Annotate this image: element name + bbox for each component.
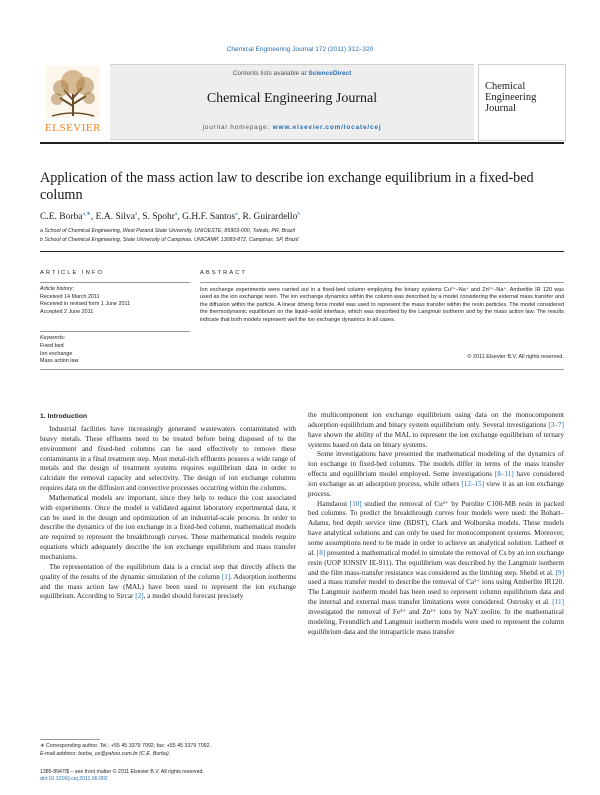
paragraph: Hamdaoui [10] studied the removal of Cu²⁺ by Purolite C100-MB resin in packed bed columns. To predict the breakthrough curves four models were used: the Bohart–Adams, bed depth service time (BDST), Clark and Wolborska models. These models have analytical solutions and can only be used for monocomponent systems. Moreover, some assumptions need to be made in order to achieve an analytical solution. Latheef et al. [8] presented a mathematical model to simulate the removal of Cs by an ion exchange resin (UOP IONSIV IE-911). The equilibrium was described by the Langmuir isotherm and the film mass-transfer resistance was considered as the limiting step. Shebil et al. [9] used a mass transfer model to describe the removal of Ca²⁺ ions using Amberlite IR120. The Langmuir isotherm model has been used to represent column equilibrium data and the internal and external mass transfer limitations were considered. Ostrosky et al. [11] investigated the removal of Fe³⁺ and Zn²⁺ ions by NaY zeolite. In the mathematical modeling, Freundlich and Langmuir isotherm models were used to represent the column equilibrium data and the intraparticle mass transfer: [308, 499, 564, 636]
divider: [200, 282, 564, 283]
paragraph: Industrial facilities have increasingly generated wastewaters contaminated with heavy metals. These effluents need to be treated before being disposed of to the environment and fixed-bed columns can be used effectively to remove these contaminants in a final treatment step. Most metal-rich effluents possess a wide range of metals and the design of treatment systems requires equilibrium data in order to calculate the removal capacity and selectivity. The design of ion exchange columns requires data on the diffusion and convective processes occurring within the columns.: [40, 425, 296, 493]
author-list: C.E. Borba$^{a,∗}$, E.A. Silva$^a$, S. Spohr$^a$, G.H.F. Santos$^a$, R. Guirardello$^b$: [40, 211, 301, 223]
divider: [40, 251, 564, 252]
journal-citation[interactable]: Chemical Engineering Journal 172 (2011) 312–320: [226, 46, 374, 53]
footnote-divider: [40, 739, 100, 740]
reference-link[interactable]: [12–15]: [461, 479, 485, 488]
reference-link[interactable]: [8]: [316, 548, 326, 557]
sciencedirect-link[interactable]: ScienceDirect: [308, 70, 352, 77]
divider: [40, 331, 190, 332]
email-line[interactable]: E-mail address: borba_ce@yahoo.com.br (C.E. Borba).: [40, 750, 171, 757]
reference-link[interactable]: [2]: [135, 592, 144, 601]
keyword: Ion exchange: [40, 350, 73, 357]
article-history: Article history: Received 14 March 2011 Received in revised form 1 June 2011 Accepted 2 June 2011: [40, 286, 131, 315]
paragraph: The representation of the equilibrium data is a crucial step that directly affects the quality of the results of the dynamic simulation of the column [1]. Adsorption isotherms and the mass action law (MAL) have been used to represent the ion exchange equilibrium. According to Sircar [2], a model should forecast precisely: [40, 562, 296, 601]
abstract-text: Ion exchange experiments were carried out in a fixed-bed column employing the binary systems Cu²⁺–Na⁺ and Zn²⁺–Na⁺. Amberlite IR 120 was used as the ion exchange resin. The ion exchange dynamics within the column was described by a model considering the external mass transfer and the diffusion within the particle. A linear driving force model was used to represent the mass transfer within the resin particles. The model considered the thermodynamic equilibrium on the liquid–solid interface, which was described by the Langmuir isotherm and by the mass action law. The results indicate that both models represent well the ion exchange dynamics in all cases.: [200, 287, 564, 323]
copyright: © 2011 Elsevier B.V. All rights reserved.: [467, 354, 564, 360]
affiliation-b: b School of Chemical Engineering, State University of Campinas, UNICAMP, 13083-872, Campinas, SP, Brazil: [40, 237, 299, 243]
reference-link[interactable]: [8–11]: [494, 470, 514, 479]
keywords: Keywords: Fixed bed Ion exchange Mass action law: [40, 335, 190, 366]
body-column-right: [308, 411, 564, 637]
elsevier-tree-icon: [46, 66, 100, 118]
elsevier-wordmark: ELSEVIER: [45, 122, 101, 134]
keyword: Mass action law: [40, 358, 79, 365]
journal-homepage: journal homepage: www.elsevier.com/locate/cej: [202, 124, 382, 131]
author[interactable]: C.E. Borba$^{a,∗}$: [40, 211, 91, 223]
abstract-heading: ABSTRACT: [200, 270, 247, 276]
author[interactable]: S. Spohr$^a$: [142, 211, 178, 223]
affiliation-a: a School of Chemical Engineering, West Paraná State University, UNIOESTE, 85903-000, Toledo, PR, Brazil: [40, 228, 295, 234]
issn-doi: 1385-8947/$ – see front matter © 2011 Elsevier B.V. All rights reserved. doi:10.1016/j.cej.2011.06.002: [40, 769, 204, 783]
reference-link[interactable]: [10]: [349, 499, 362, 508]
homepage-link[interactable]: www.elsevier.com/locate/cej: [272, 124, 382, 131]
contents-line: Contents lists available at ScienceDirect: [232, 70, 352, 77]
journal-title: Chemical Engineering Journal: [206, 91, 378, 106]
cover-title: Chemical Engineering Journal: [485, 81, 537, 114]
paragraph: Some investigations have presented the mathematical modeling of the dynamics of ion exchange in fixed-bed columns. The models differ in terms of the mass transfer effects and equilibrium model employed. Some investigations [8–11] have considered ion exchange as an adsorption process, while others [12–15] view it as an ion exchange process.: [308, 450, 565, 498]
paragraph: Mathematical models are important, since they help to reduce the cost associated with experiments. Once the model is validated against laboratory experimental data, it can be used in the design and optimization of an industrial-scale process. In order to describe the dynamics of the ion exchange in a fixed-bed column, mathematical models are required to represent the breakthrough curves. These mathematical models require equations which adequately describe the ion exchange equilibrium and mass transfer mechanisms.: [40, 493, 296, 561]
journal-masthead: [110, 64, 474, 140]
reference-link[interactable]: [1]: [221, 572, 231, 581]
author[interactable]: R. Guirardello$^b$: [242, 211, 301, 223]
author[interactable]: G.H.F. Santos$^a$: [182, 211, 238, 223]
journal-cover: [478, 64, 566, 141]
keyword: Fixed bed: [40, 342, 64, 349]
article-info-heading: ARTICLE INFO: [40, 270, 104, 276]
reference-link[interactable]: [3–7]: [548, 420, 564, 429]
author[interactable]: E.A. Silva$^a$: [95, 211, 138, 223]
doi-link[interactable]: doi:10.1016/j.cej.2011.06.002: [40, 776, 108, 783]
reference-link[interactable]: [9]: [555, 568, 564, 577]
section-heading-introduction: 1. Introduction: [40, 413, 88, 420]
divider: [40, 142, 564, 144]
reference-link[interactable]: [11]: [552, 598, 564, 607]
divider: [40, 369, 564, 370]
paragraph: the multicomponent ion exchange equilibrium using data on the monocomponent adsorption equilibrium and binary system equilibrium only. Several investigations [3–7] have shown the ability of the MAL to represent the ion exchange equilibrium of ternary systems based on data on binary systems.: [308, 411, 564, 449]
corresponding-author-footnote: ∗ Corresponding author. Tel.: +55 45 3379 7092; fax: +55 45 3379 7092. E-mail address: borba_ce@yahoo.com.br (C.E. Borba).: [40, 743, 300, 758]
body-column-left: [40, 425, 296, 602]
divider: [40, 282, 190, 283]
article-title: Application of the mass action law to describe ion exchange equilibrium in a fixed-bed column: [40, 170, 534, 203]
